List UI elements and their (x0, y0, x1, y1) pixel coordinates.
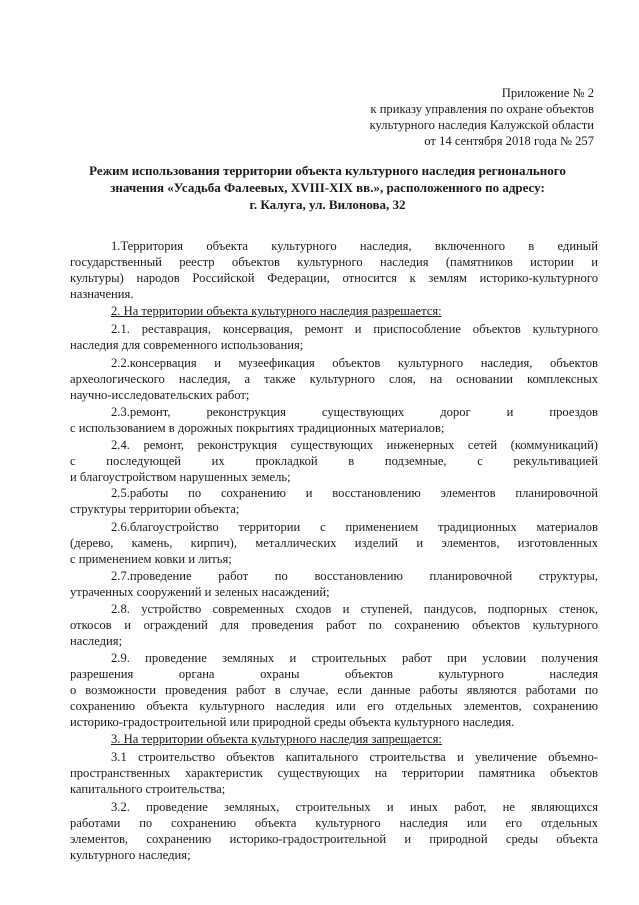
text-line: историко-градостроительной или природной среды объекта культурного наследия. (70, 715, 515, 729)
section-heading: 2. На территории объекта культурного наследия разрешается: (111, 304, 442, 318)
appendix-line: культурного наследия Калужской области (369, 118, 594, 132)
text-line: 2.4. ремонт, реконструкция существующих инженерных сетей (коммуникаций) (111, 438, 598, 452)
text-line: о возможности проведения работ в случае, если данные работы являются работами по (70, 683, 598, 697)
text-line: элементов, сохранению историко-градостроительной и природной среды объекта (70, 832, 598, 846)
text-line: сохранению объекта культурного наследия или его отдельных элементов, сохранению (70, 699, 598, 713)
title-line: г. Калуга, ул. Вилонова, 32 (249, 197, 406, 212)
text-line: пространственных характеристик существующих на территории памятника объектов (70, 766, 598, 780)
text-line: структуры территории объекта; (70, 502, 240, 516)
text-line: разрешения органа охраны объектов культурного наследия (70, 667, 598, 681)
text-line: культурного наследия; (70, 848, 191, 862)
text-line: 2.3.ремонт, реконструкция существующих дорог и проездов (111, 405, 598, 419)
text-line: 3.2. проведение земляных, строительных и иных работ, не являющихся (111, 800, 598, 814)
text-line: 2.2.консервация и музеефикация объектов культурного наследия, объектов (111, 356, 598, 370)
text-line: 2.8. устройство современных сходов и ступеней, пандусов, подпорных стенок, (111, 602, 598, 616)
text-line: 2.1. реставрация, консервация, ремонт и приспособление объектов культурного (111, 322, 598, 336)
text-line: наследия; (70, 634, 123, 648)
text-line: 2.5.работы по сохранению и восстановлению элементов планировочной (111, 486, 598, 500)
text-line: назначения. (70, 287, 134, 301)
text-line: с использованием в дорожных покрытиях традиционных материалов; (70, 421, 445, 435)
title-line: Режим использования территории объекта культурного наследия регионального (89, 163, 566, 178)
text-line: археологического наследия, а также культурного слоя, на основании комплексных (70, 372, 598, 386)
text-line: 2.9. проведение земляных и строительных работ при условии получения (111, 651, 598, 665)
text-line: 2.6.благоустройство территории с применением традиционных материалов (111, 520, 598, 534)
text-line: научно-исследовательских работ; (70, 388, 250, 402)
title-line: значения «Усадьба Фалеевых, XVIII-XIX вв.», расположенного по адресу: (110, 180, 545, 195)
text-line: и благоустройством нарушенных земель; (70, 470, 291, 484)
text-line: откосов и ограждений для проведения работ по сохранению объектов культурного (70, 618, 598, 632)
text-line: работами по сохранению объекта культурного наследия или его отдельных (70, 816, 598, 830)
text-line: 1.Территория объекта культурного наследия, включенного в единый (111, 239, 598, 253)
text-line: наследия для современного использования; (70, 338, 304, 352)
text-line: (дерево, камень, кирпич), металлических изделий и элементов, изготовленных (70, 536, 598, 550)
text-line: государственный реестр объектов культурного наследия (памятников истории и (70, 255, 598, 269)
text-line: с последующей их прокладкой в подземные, с рекультивацией (70, 454, 598, 468)
text-line: капитального строительства; (70, 782, 226, 796)
appendix-line: Приложение № 2 (501, 86, 594, 100)
text-line: 2.7.проведение работ по восстановлению планировочной структуры, (111, 569, 598, 583)
section-heading: 3. На территории объекта культурного наследия запрещается: (111, 732, 442, 746)
text-line: утраченных сооружений и зеленых насаждений; (70, 585, 330, 599)
appendix-line: к приказу управления по охране объектов (370, 102, 594, 116)
text-line: с применением ковки и литья; (70, 552, 232, 566)
appendix-line: от 14 сентября 2018 года № 257 (424, 134, 594, 148)
text-line: культуры) народов Российской Федерации, относится к землям историко-культурного (70, 271, 598, 285)
text-line: 3.1 строительство объектов капитального строительства и увеличение объемно- (111, 750, 598, 764)
